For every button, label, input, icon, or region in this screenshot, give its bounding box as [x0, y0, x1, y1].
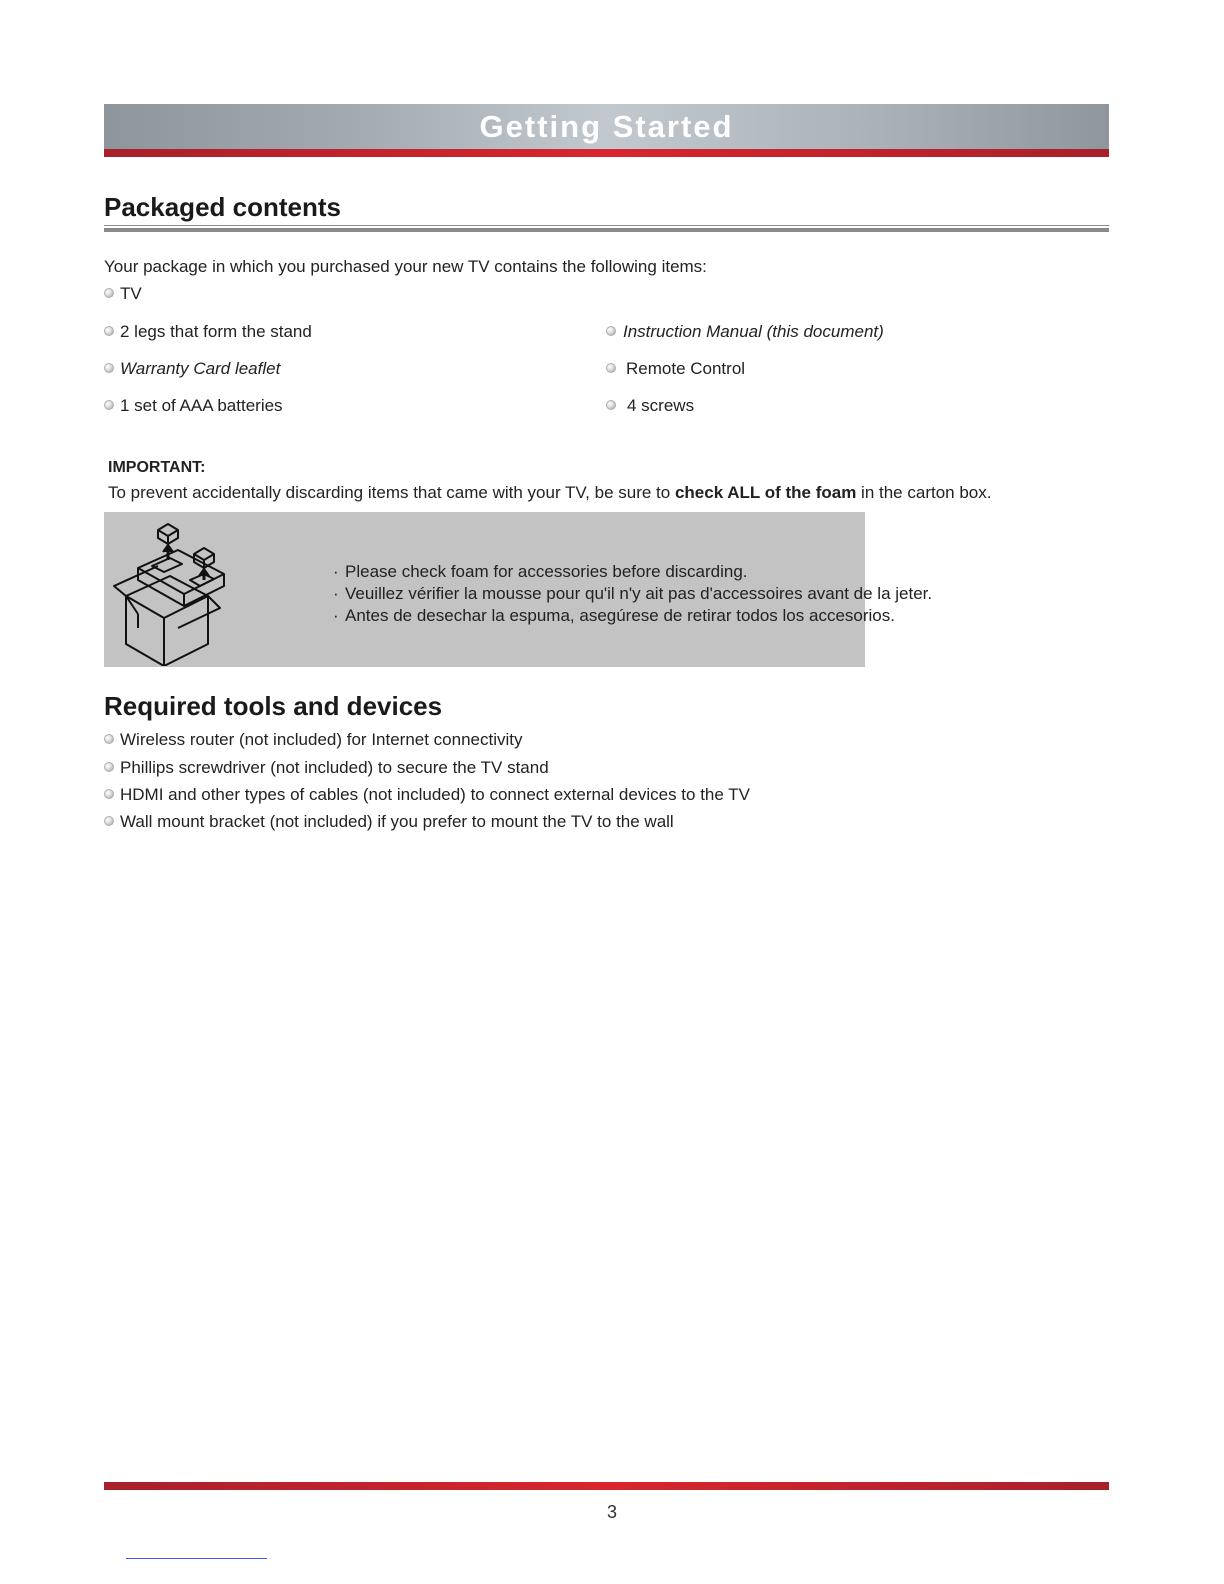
- bullet-icon: [104, 400, 114, 410]
- package-item-manual: Instruction Manual (this document): [623, 322, 884, 341]
- important-text-before: To prevent accidentally discarding items that came with your TV, be sure to: [108, 483, 675, 502]
- important-text: [108, 483, 991, 503]
- carton-foam-icon: [108, 516, 228, 666]
- required-item: Wireless router (not included) for Internet connectivity: [120, 730, 523, 749]
- bullet-icon: [104, 789, 114, 799]
- bullet-icon: [104, 326, 114, 336]
- foam-notice-text-fr: Veuillez vérifier la mousse pour qu'il n'y ait pas d'accessoires avant de la jeter.: [345, 584, 933, 603]
- bullet-icon: [104, 816, 114, 826]
- foam-notice-text-es: Antes de desechar la espuma, asegúrese de retirar todos los accesorios.: [345, 606, 895, 625]
- package-item-batteries: 1 set of AAA batteries: [120, 396, 283, 415]
- required-item: HDMI and other types of cables (not included) to connect external devices to the TV: [120, 785, 750, 804]
- bullet-icon: [104, 762, 114, 772]
- bullet-icon: [606, 326, 616, 336]
- banner-red-stripe: [104, 149, 1109, 157]
- bullet-icon: [104, 288, 114, 298]
- footer-red-stripe: [104, 1482, 1109, 1490]
- required-item: Wall mount bracket (not included) if you prefer to mount the TV to the wall: [120, 812, 674, 831]
- foam-notice-box: [104, 512, 933, 667]
- package-item-legs: 2 legs that form the stand: [120, 322, 312, 341]
- foam-notice-line-es: · Antes de desechar la espuma, asegúrese de retirar todos los accesorios.: [333, 606, 895, 625]
- packaged-contents-heading: Packaged contents: [104, 192, 341, 222]
- foam-notice-line-en: · Please check foam for accessories before discarding.: [333, 562, 748, 581]
- required-item: Phillips screwdriver (not included) to secure the TV stand: [120, 758, 549, 777]
- section-banner: [104, 104, 1109, 157]
- bullet-icon: [606, 363, 616, 373]
- bullet-icon: [606, 400, 616, 410]
- bullet-icon: [104, 363, 114, 373]
- packaged-intro: Your package in which you purchased your new TV contains the following items:: [104, 257, 707, 276]
- important-label: IMPORTANT:: [108, 459, 206, 476]
- heading-rule-thin: [104, 225, 1109, 226]
- package-item-warranty: Warranty Card leaflet: [120, 359, 281, 378]
- banner-title: Getting Started: [479, 109, 734, 144]
- footer-link-underline: [126, 1558, 267, 1559]
- heading-rule-thick: [104, 228, 1109, 232]
- page-number: 3: [606, 1502, 617, 1522]
- important-text-bold: check ALL of the foam: [674, 483, 857, 502]
- package-item-tv: TV: [120, 284, 142, 303]
- bullet-icon: [104, 734, 114, 744]
- package-item-remote: Remote Control: [626, 359, 746, 378]
- package-item-screws: 4 screws: [627, 396, 695, 415]
- foam-notice-text-en: Please check foam for accessories before discarding.: [345, 562, 748, 581]
- foam-notice-line-fr: · Veuillez vérifier la mousse pour qu'il n'y ait pas d'accessoires avant de la jeter.: [333, 584, 933, 603]
- important-text-after: in the carton box.: [856, 483, 992, 502]
- required-tools-heading: Required tools and devices: [104, 691, 443, 721]
